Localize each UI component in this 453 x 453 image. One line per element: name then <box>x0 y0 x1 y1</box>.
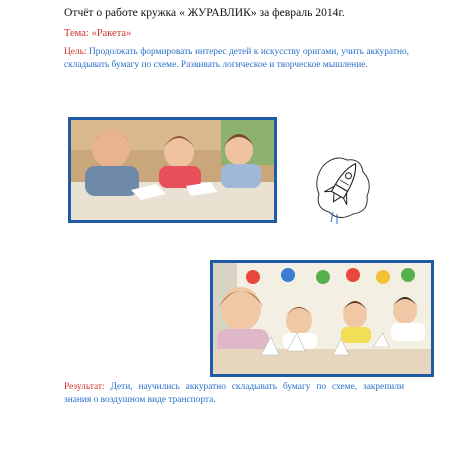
page-title: Отчёт о работе кружка « ЖУРАВЛИК» за февраль 2014г. <box>64 6 345 19</box>
goal-paragraph <box>64 46 409 71</box>
photo2-image <box>213 263 431 374</box>
goal-label: Цель: <box>64 47 87 57</box>
photo1-image <box>71 120 274 220</box>
goal-text: Продолжать формировать интерес детей к искусству оригами, учить аккуратно, складывать бумагу по схеме. Развивать логическое и творческое мышление. <box>64 47 409 70</box>
result-text: Дети, научились аккуратно складывать бумагу по схеме, закрепили знания о воздушном виде транспорта. <box>64 382 404 405</box>
children-with-origami-photo <box>210 260 434 377</box>
topic-label: Тема: <box>64 28 89 39</box>
children-folding-paper-photo <box>68 117 277 223</box>
rocket-drawing <box>311 152 373 227</box>
topic-value: «Ракета» <box>91 28 132 39</box>
result-label: Результат: <box>64 382 105 392</box>
result-paragraph <box>64 381 404 406</box>
topic-line <box>64 28 131 39</box>
